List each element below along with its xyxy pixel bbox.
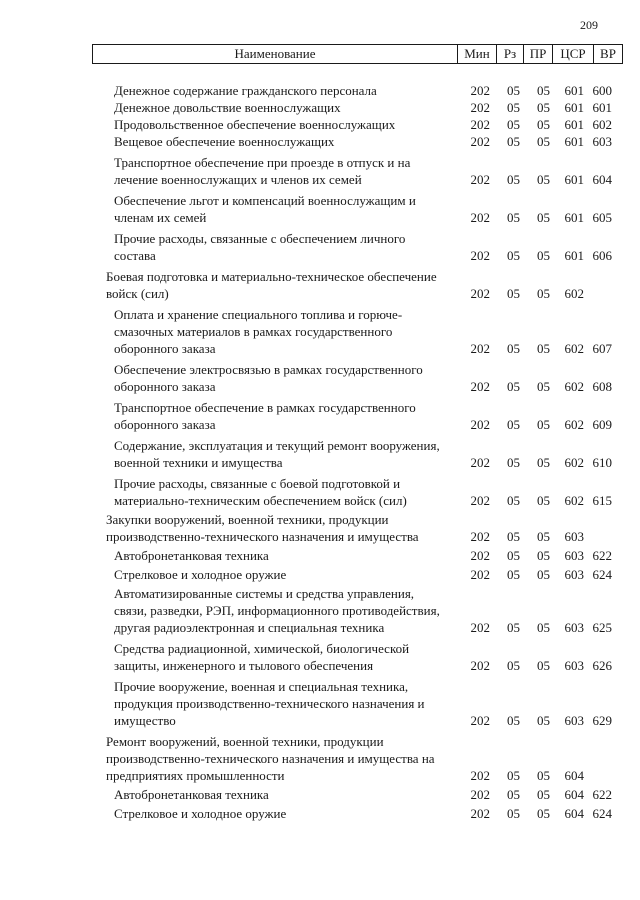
header-min: Мин bbox=[458, 45, 497, 64]
code-vr: 607 bbox=[592, 341, 612, 356]
code-min: 202 bbox=[470, 768, 490, 783]
code-rz: 05 bbox=[507, 806, 520, 821]
code-vr: 608 bbox=[592, 379, 612, 394]
code-pr: 05 bbox=[537, 248, 550, 263]
row-codes bbox=[450, 116, 612, 133]
table-row bbox=[92, 116, 612, 133]
code-min: 202 bbox=[470, 417, 490, 432]
table-row bbox=[92, 306, 612, 357]
row-codes bbox=[450, 767, 612, 784]
row-codes bbox=[450, 547, 612, 564]
table-row bbox=[92, 133, 612, 150]
row-codes bbox=[450, 657, 612, 674]
code-vr: 629 bbox=[592, 713, 612, 728]
code-csr: 604 bbox=[564, 806, 584, 821]
code-csr: 603 bbox=[564, 529, 584, 544]
code-rz: 05 bbox=[507, 493, 520, 508]
code-pr: 05 bbox=[537, 455, 550, 470]
code-rz: 05 bbox=[507, 417, 520, 432]
row-codes bbox=[450, 209, 612, 226]
table-row bbox=[92, 733, 612, 784]
code-min: 202 bbox=[470, 493, 490, 508]
code-csr: 602 bbox=[564, 455, 584, 470]
code-pr: 05 bbox=[537, 379, 550, 394]
row-codes bbox=[450, 247, 612, 264]
code-csr: 601 bbox=[564, 83, 584, 98]
code-rz: 05 bbox=[507, 658, 520, 673]
row-codes bbox=[450, 786, 612, 803]
code-rz: 05 bbox=[507, 379, 520, 394]
row-name: Продовольственное обеспечение военнослужащих bbox=[114, 117, 396, 132]
code-pr: 05 bbox=[537, 493, 550, 508]
code-rz: 05 bbox=[507, 341, 520, 356]
code-csr: 602 bbox=[564, 341, 584, 356]
code-min: 202 bbox=[470, 548, 490, 563]
code-rz: 05 bbox=[507, 548, 520, 563]
row-name: Транспортное обеспечение при проезде в отпуск и на лечение военнослужащих и членов их семей bbox=[114, 155, 411, 187]
code-rz: 05 bbox=[507, 567, 520, 582]
code-pr: 05 bbox=[537, 117, 550, 132]
code-min: 202 bbox=[470, 172, 490, 187]
code-vr: 622 bbox=[592, 787, 612, 802]
code-pr: 05 bbox=[537, 529, 550, 544]
code-vr bbox=[584, 767, 612, 784]
code-min: 202 bbox=[470, 83, 490, 98]
code-vr bbox=[584, 528, 612, 545]
code-rz: 05 bbox=[507, 100, 520, 115]
row-name: Транспортное обеспечение в рамках государственного оборонного заказа bbox=[114, 400, 416, 432]
code-min: 202 bbox=[470, 529, 490, 544]
row-codes bbox=[450, 416, 612, 433]
code-vr: 625 bbox=[592, 620, 612, 635]
table-row bbox=[92, 511, 612, 545]
row-name: Автобронетанковая техника bbox=[114, 787, 269, 802]
code-vr: 610 bbox=[592, 455, 612, 470]
row-codes bbox=[450, 619, 612, 636]
row-name: Стрелковое и холодное оружие bbox=[114, 806, 287, 821]
code-csr: 602 bbox=[564, 379, 584, 394]
code-vr: 624 bbox=[592, 806, 612, 821]
table-row bbox=[92, 786, 612, 803]
header-vr: ВР bbox=[594, 45, 623, 64]
code-rz: 05 bbox=[507, 286, 520, 301]
row-name: Боевая подготовка и материально-техническое обеспечение войск (сил) bbox=[106, 269, 437, 301]
row-codes bbox=[450, 340, 612, 357]
row-codes bbox=[450, 492, 612, 509]
header-csr: ЦСР bbox=[553, 45, 594, 64]
row-name: Стрелковое и холодное оружие bbox=[114, 567, 287, 582]
row-name: Прочие расходы, связанные с обеспечением личного состава bbox=[114, 231, 406, 263]
code-rz: 05 bbox=[507, 768, 520, 783]
code-vr: 600 bbox=[592, 83, 612, 98]
code-csr: 604 bbox=[564, 768, 584, 783]
code-rz: 05 bbox=[507, 529, 520, 544]
code-csr: 603 bbox=[564, 548, 584, 563]
table-row bbox=[92, 547, 612, 564]
code-vr: 609 bbox=[592, 417, 612, 432]
header-name: Наименование bbox=[93, 45, 458, 64]
table-row bbox=[92, 640, 612, 674]
table-row bbox=[92, 678, 612, 729]
code-rz: 05 bbox=[507, 787, 520, 802]
table-row bbox=[92, 230, 612, 264]
row-name: Автобронетанковая техника bbox=[114, 548, 269, 563]
code-vr bbox=[584, 285, 612, 302]
code-pr: 05 bbox=[537, 134, 550, 149]
row-name: Обеспечение электросвязью в рамках государственного оборонного заказа bbox=[114, 362, 423, 394]
table-row bbox=[92, 82, 612, 99]
row-codes bbox=[450, 805, 612, 822]
row-codes bbox=[450, 285, 612, 302]
table-row bbox=[92, 437, 612, 471]
table-row bbox=[92, 805, 612, 822]
code-min: 202 bbox=[470, 286, 490, 301]
code-vr: 604 bbox=[592, 172, 612, 187]
code-pr: 05 bbox=[537, 658, 550, 673]
budget-rows bbox=[92, 82, 612, 822]
code-min: 202 bbox=[470, 455, 490, 470]
header-rz: Рз bbox=[497, 45, 524, 64]
table-header bbox=[92, 44, 623, 64]
code-csr: 602 bbox=[564, 286, 584, 301]
row-name: Средства радиационной, химической, биологической защиты, инженерного и тылового обеспечения bbox=[114, 641, 410, 673]
code-min: 202 bbox=[470, 100, 490, 115]
row-codes bbox=[450, 712, 612, 729]
code-csr: 604 bbox=[564, 787, 584, 802]
code-rz: 05 bbox=[507, 620, 520, 635]
code-pr: 05 bbox=[537, 567, 550, 582]
code-csr: 601 bbox=[564, 248, 584, 263]
code-csr: 603 bbox=[564, 658, 584, 673]
code-pr: 05 bbox=[537, 172, 550, 187]
code-csr: 601 bbox=[564, 172, 584, 187]
code-rz: 05 bbox=[507, 172, 520, 187]
code-pr: 05 bbox=[537, 787, 550, 802]
table-row bbox=[92, 361, 612, 395]
row-name: Денежное содержание гражданского персонала bbox=[114, 83, 377, 98]
code-pr: 05 bbox=[537, 341, 550, 356]
code-pr: 05 bbox=[537, 210, 550, 225]
code-pr: 05 bbox=[537, 620, 550, 635]
code-rz: 05 bbox=[507, 713, 520, 728]
table-row bbox=[92, 99, 612, 116]
table-row bbox=[92, 566, 612, 583]
code-rz: 05 bbox=[507, 134, 520, 149]
row-codes bbox=[450, 82, 612, 99]
code-min: 202 bbox=[470, 713, 490, 728]
row-name: Закупки вооружений, военной техники, продукции производственно-технического назначения и имущества bbox=[106, 512, 419, 544]
row-name: Автоматизированные системы и средства управления, связи, разведки, РЭП, информационного противодействия, другая радиоэлектронная и специальная техника bbox=[114, 586, 440, 635]
code-pr: 05 bbox=[537, 806, 550, 821]
table-row bbox=[92, 585, 612, 636]
code-vr: 622 bbox=[592, 548, 612, 563]
code-csr: 601 bbox=[564, 100, 584, 115]
code-rz: 05 bbox=[507, 117, 520, 132]
code-min: 202 bbox=[470, 787, 490, 802]
code-rz: 05 bbox=[507, 83, 520, 98]
code-vr: 603 bbox=[592, 134, 612, 149]
code-vr: 624 bbox=[592, 567, 612, 582]
row-codes bbox=[450, 566, 612, 583]
row-name: Денежное довольствие военнослужащих bbox=[114, 100, 341, 115]
code-csr: 603 bbox=[564, 620, 584, 635]
row-codes bbox=[450, 528, 612, 545]
code-rz: 05 bbox=[507, 248, 520, 263]
page-number: 209 bbox=[580, 18, 598, 32]
code-csr: 601 bbox=[564, 117, 584, 132]
code-vr: 605 bbox=[592, 210, 612, 225]
row-codes bbox=[450, 454, 612, 471]
row-codes bbox=[450, 133, 612, 150]
code-vr: 602 bbox=[592, 117, 612, 132]
code-min: 202 bbox=[470, 134, 490, 149]
code-pr: 05 bbox=[537, 768, 550, 783]
code-vr: 601 bbox=[592, 100, 612, 115]
table-row bbox=[92, 154, 612, 188]
code-pr: 05 bbox=[537, 83, 550, 98]
code-vr: 615 bbox=[592, 493, 612, 508]
code-min: 202 bbox=[470, 806, 490, 821]
code-pr: 05 bbox=[537, 100, 550, 115]
code-min: 202 bbox=[470, 658, 490, 673]
code-pr: 05 bbox=[537, 713, 550, 728]
row-name: Оплата и хранение специального топлива и горюче-смазочных материалов в рамках государственного оборонного заказа bbox=[114, 307, 403, 356]
code-rz: 05 bbox=[507, 455, 520, 470]
row-name: Содержание, эксплуатация и текущий ремонт вооружения, военной техники и имущества bbox=[114, 438, 440, 470]
code-csr: 601 bbox=[564, 210, 584, 225]
code-min: 202 bbox=[470, 567, 490, 582]
code-min: 202 bbox=[470, 341, 490, 356]
code-csr: 601 bbox=[564, 134, 584, 149]
code-min: 202 bbox=[470, 248, 490, 263]
code-pr: 05 bbox=[537, 417, 550, 432]
table-row bbox=[92, 268, 612, 302]
row-codes bbox=[450, 171, 612, 188]
code-csr: 602 bbox=[564, 417, 584, 432]
table-row bbox=[92, 475, 612, 509]
code-vr: 606 bbox=[592, 248, 612, 263]
code-csr: 603 bbox=[564, 713, 584, 728]
table-row bbox=[92, 399, 612, 433]
table-row bbox=[92, 192, 612, 226]
row-codes bbox=[450, 99, 612, 116]
row-name: Прочие вооружение, военная и специальная техника, продукция производственно-технического назначения и имущество bbox=[114, 679, 425, 728]
code-min: 202 bbox=[470, 620, 490, 635]
row-name: Прочие расходы, связанные с боевой подготовкой и материально-техническим обеспечением войск (сил) bbox=[114, 476, 407, 508]
header-pr: ПР bbox=[524, 45, 553, 64]
row-name: Вещевое обеспечение военнослужащих bbox=[114, 134, 335, 149]
code-min: 202 bbox=[470, 117, 490, 132]
code-pr: 05 bbox=[537, 286, 550, 301]
code-min: 202 bbox=[470, 210, 490, 225]
code-csr: 603 bbox=[564, 567, 584, 582]
code-rz: 05 bbox=[507, 210, 520, 225]
row-name: Обеспечение льгот и компенсаций военнослужащим и членам их семей bbox=[114, 193, 416, 225]
code-csr: 602 bbox=[564, 493, 584, 508]
code-min: 202 bbox=[470, 379, 490, 394]
row-codes bbox=[450, 378, 612, 395]
row-name: Ремонт вооружений, военной техники, продукции производственно-технического назначения и имущества на предприятиях промышленности bbox=[106, 734, 435, 783]
code-vr: 626 bbox=[592, 658, 612, 673]
code-pr: 05 bbox=[537, 548, 550, 563]
